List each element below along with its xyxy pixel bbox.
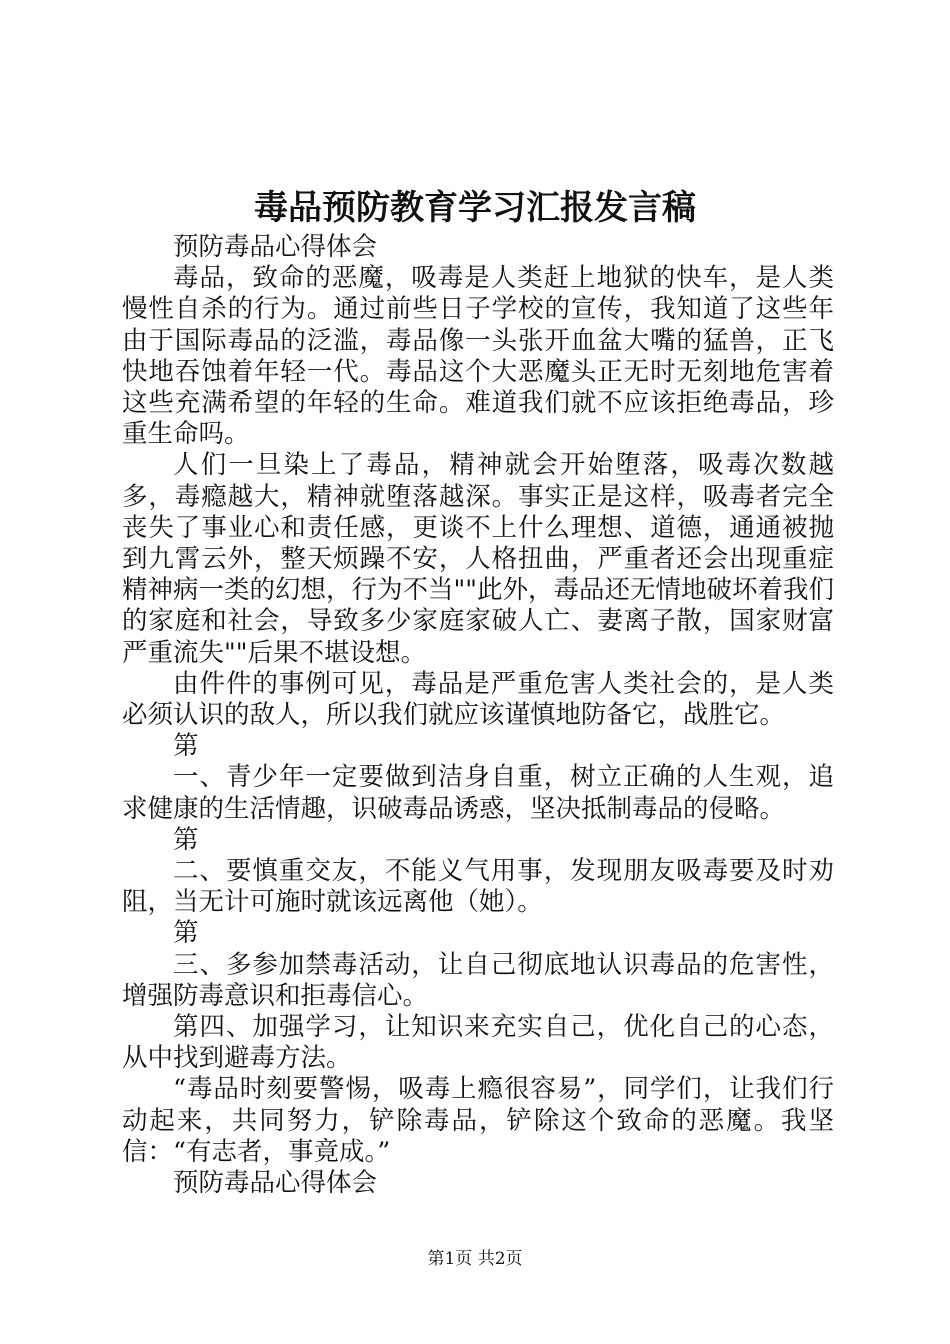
paragraph: 第四、加强学习，让知识来充实自己，优化自己的心态，从中找到避毒方法。 [122,1012,834,1074]
paragraph-closing: 预防毒品心得体会 [173,1168,378,1199]
paragraph-heading: 预防毒品心得体会 [173,232,378,262]
paragraph: 第 [173,918,199,949]
paragraph: 人们一旦染上了毒品，精神就会开始堕落，吸毒次数越多，毒瘾越大，精神就堕落越深。事实正是这样，吸毒者完全丧失了事业心和责任感，更谈不上什么理想、道德，通通被抛到九霄云外，整天烦躁不安，人格扭曲，严重者还会出现重症精神病一类的幻想，行为不当""此外，毒品还无情地破坏着我们的家庭和社会，导致多少家庭家破人亡、妻离子散，国家财富严重流失""后果不堪设想。 [122,450,834,668]
paragraph: 由件件的事例可见，毒品是严重危害人类社会的，是人类必须认识的敌人，所以我们就应该谨慎地防备它，战胜它。 [122,668,834,731]
paragraph: 第 [173,824,199,855]
document-title: 毒品预防教育学习汇报发言稿 [254,188,696,228]
paragraph: 二、要慎重交友，不能义气用事，发现朋友吸毒要及时劝阻，当无计可施时就该远离他（她）。 [122,856,834,918]
paragraph: “毒品时刻要警惕，吸毒上瘾很容易”，同学们，让我们行动起来，共同努力，铲除毒品，铲除这个致命的恶魔。我坚信：“有志者，事竟成。” [122,1074,834,1167]
document-body [122,232,834,1199]
paragraph: 毒品，致命的恶魔，吸毒是人类赶上地狱的快车，是人类慢性自杀的行为。通过前些日子学校的宣传，我知道了这些年由于国际毒品的泛滥，毒品像一头张开血盆大嘴的猛兽，正飞快地吞蚀着年轻一代。毒品这个大恶魔头正无时无刻地危害着这些充满希望的年轻的生命。难道我们就不应该拒绝毒品，珍重生命吗。 [122,263,834,450]
paragraph: 第 [173,731,199,762]
paragraph: 三、多参加禁毒活动，让自己彻底地认识毒品的危害性，增强防毒意识和拒毒信心。 [122,949,834,1011]
page-footer: 第1页 共2页 [427,1249,523,1269]
paragraph: 一、青少年一定要做到洁身自重，树立正确的人生观，追求健康的生活情趣，识破毒品诱惑，坚决抵制毒品的侵略。 [122,762,834,824]
